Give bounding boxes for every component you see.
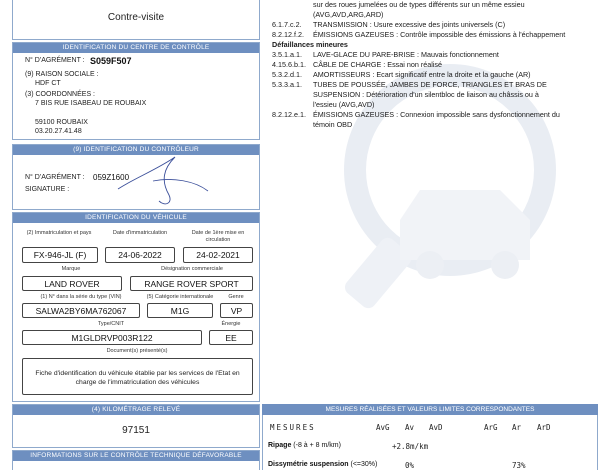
ripage-av: +2.8m/km: [392, 442, 429, 451]
visit-type: Contre-visite: [107, 12, 165, 23]
energie-value: EE: [209, 330, 253, 345]
categorie-value: M1G: [147, 303, 213, 318]
kilometrage-value: 97151: [122, 425, 150, 436]
mineures-title: Défaillances mineures: [272, 40, 348, 49]
minor-code-6: 8.2.12.e.1.: [272, 110, 306, 119]
centre-header: IDENTIFICATION DU CENTRE DE CONTRÔLE: [13, 43, 259, 53]
watermark-magnifier-icon: [300, 60, 600, 320]
minor-text-1: CÂBLE DE CHARGE : Essai non réalisé: [313, 60, 443, 69]
minor-text-6: ÉMISSIONS GAZEUSES : Connexion impossible sans dysfonctionnement du: [313, 110, 560, 119]
vin-label: (1) N° dans la série du type (VIN): [40, 294, 122, 300]
dissym-name: Dissymétrie suspension: [268, 461, 349, 468]
docs-line1: Fiche d'identification du véhicule établie par les services de l'Etat en: [35, 370, 240, 377]
minor-code-1: 4.15.6.b.1.: [272, 60, 306, 69]
docs-label: Document(s) présenté(s): [106, 348, 168, 354]
energie-label: Énergie: [221, 321, 241, 327]
type-label: Type/CNIT: [97, 321, 125, 327]
first-circ-label: Date de 1ère mise en circulation: [191, 230, 245, 243]
minor-text-2: AMORTISSEURS : Ecart significatif entre la droite et la gauche (AR): [313, 70, 531, 79]
marque-label: Marque: [61, 266, 81, 272]
categorie-label: (5) Catégorie internationale: [146, 294, 214, 300]
docs-box: [22, 358, 253, 395]
minor-code-0: 3.5.1.a.1.: [272, 50, 302, 59]
centre-address-line2: 59100 ROUBAIX: [35, 119, 88, 126]
col-ar: Ar: [512, 423, 522, 432]
visit-type-panel: [12, 0, 260, 40]
centre-raison-label: (9) RAISON SOCIALE :: [25, 71, 99, 78]
major-code-0: 6.1.7.c.2.: [272, 20, 302, 29]
designation-label: Désignation commerciale: [161, 266, 223, 272]
col-arg: ArG: [484, 423, 498, 432]
controleur-panel: [12, 144, 260, 210]
immat-label: (2) Immatriculation et pays: [26, 230, 92, 236]
col-avg: AvG: [376, 423, 390, 432]
ripage-name: Ripage: [268, 442, 292, 449]
immat-value: FX-946-JL (F): [22, 247, 98, 263]
ripage-label: [268, 442, 341, 449]
major-text-1: ÉMISSIONS GAZEUSES : Contrôle impossible des émissions à l'échappement: [313, 30, 566, 39]
minor-code-3: 5.3.3.a.1.: [272, 80, 302, 89]
marque-value: LAND ROVER: [22, 276, 122, 291]
minor-text-7: témoin OBD: [313, 120, 353, 129]
minor-text-3: TUBES DE POUSSÉE, JAMBES DE FORCE, TRIANGLES ET BRAS DE: [313, 80, 547, 89]
vehicule-panel: [12, 212, 260, 402]
controleur-agreement-value: 059Z1600: [93, 173, 130, 182]
centre-coord-label: (3) COORDONNÉES :: [25, 91, 96, 98]
designation-value: RANGE ROVER SPORT: [130, 276, 253, 291]
defaut-top-line1: sur des roues jumelées ou de types différents sur un même essieu: [313, 0, 525, 9]
signature-drawing: [103, 151, 223, 209]
genre-value: VP: [220, 303, 253, 318]
mesures-col-title: MESURES: [270, 423, 316, 432]
vehicule-header: IDENTIFICATION DU VÉHICULE: [13, 213, 259, 223]
controleur-agreement-label: N° D'AGRÉMENT :: [25, 174, 85, 181]
major-text-0: TRANSMISSION : Usure excessive des joints universels (C): [313, 20, 506, 29]
dissym-label: [268, 461, 377, 468]
centre-address-line1: 7 BIS RUE ISABEAU DE ROUBAIX: [35, 100, 147, 107]
kilometrage-panel: [12, 404, 260, 448]
controleur-signature-label: SIGNATURE :: [25, 186, 70, 193]
dissym-ar: 73%: [512, 461, 526, 470]
defaut-top-line2: (AVG,AVD,ARG,ARD): [313, 10, 384, 19]
docs-line2: charge de l'immatriculation des véhicules: [75, 379, 200, 386]
mesures-header: MESURES RÉALISÉES ET VALEURS LIMITES CORRESPONDANTES: [262, 404, 598, 415]
ripage-limit: (-8 à + 8 m/km): [293, 442, 341, 449]
minor-code-2: 5.3.2.d.1.: [272, 70, 302, 79]
kilometrage-header: (4) KILOMÉTRAGE RELEVÉ: [13, 405, 259, 415]
minor-text-0: LAVE-GLACE DU PARE-BRISE : Mauvais fonctionnement: [313, 50, 499, 59]
defavorable-header: INFORMATIONS SUR LE CONTRÔLE TECHNIQUE DÉFAVORABLE: [13, 451, 259, 461]
defavorable-panel: [12, 450, 260, 470]
minor-text-5: l'essieu (AVG,AVD): [313, 100, 375, 109]
col-avd: AvD: [429, 423, 443, 432]
centre-phone: 03.20.27.41.48: [35, 128, 82, 135]
dissym-limit: (<=30%): [350, 461, 378, 468]
controleur-header: (9) IDENTIFICATION DU CONTRÔLEUR: [13, 145, 259, 155]
genre-label: Genre: [228, 294, 244, 300]
major-code-1: 8.2.12.f.2.: [272, 30, 304, 39]
first-circ-value: 24-02-2021: [183, 247, 253, 263]
centre-raison-value: HDF CT: [35, 80, 61, 87]
type-value: M1GLDRVP003R122: [22, 330, 202, 345]
centre-agreement-value: S059F507: [90, 56, 132, 66]
minor-text-4: SUSPENSION : Détérioration d'un silentbloc de liaison au châssis ou à: [313, 90, 539, 99]
dissym-av: 0%: [405, 461, 415, 470]
centre-panel: [12, 42, 260, 140]
centre-agreement-label: N° D'AGRÉMENT :: [25, 57, 85, 64]
col-av: Av: [405, 423, 415, 432]
col-ard: ArD: [537, 423, 551, 432]
date-immat-label: Date d'immatriculation: [112, 230, 168, 236]
vin-value: SALWA2BY6MA762067: [22, 303, 140, 318]
date-immat-value: 24-06-2022: [105, 247, 175, 263]
